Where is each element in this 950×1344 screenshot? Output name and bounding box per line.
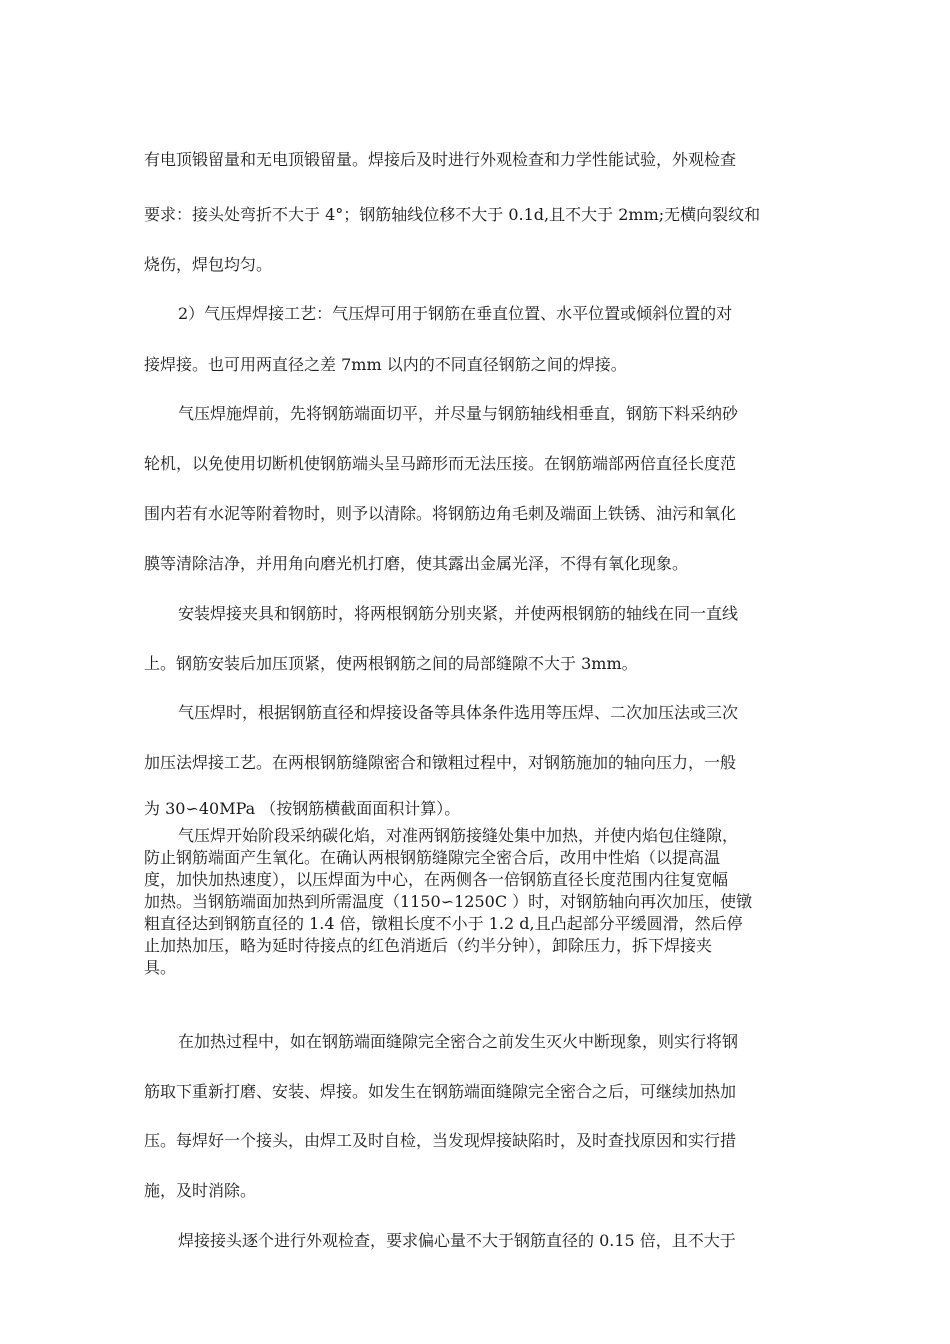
text-line: 焊接接头逐个进行外观检查，要求偏心量不大于钢筋直径的 0.15 倍，且不大于 [178,1231,736,1250]
text-line: 止加热加压，略为延时待接点的红色消逝后（约半分钟），卸除压力，拆下焊接夹 [144,936,713,955]
text-line: 轮机，以免使用切断机使钢筋端头呈马蹄形而无法压接。在钢筋端部两倍直径长度范 [144,454,737,473]
text-line: 压。每焊好一个接头，由焊工及时自检，当发现焊接缺陷时，及时查找原因和实行措 [144,1131,737,1150]
text-line: 具。 [144,958,177,977]
text-line: 气压焊施焊前，先将钢筋端面切平，并尽量与钢筋轴线相垂直，钢筋下料采纳砂 [178,404,739,423]
text-line: 粗直径达到钢筋直径的 1.4 倍，镦粗长度不小于 1.2 d,且凸起部分平缓圆滑，然后停 [144,914,743,933]
text-line: 在加热过程中，如在钢筋端面缝隙完全密合之前发生灭火中断现象，则实行将钢 [178,1032,739,1051]
text-line: 筋取下重新打磨、安装、焊接。如发生在钢筋端面缝隙完全密合之后，可继续加热加 [144,1082,737,1101]
text-line: 上。钢筋安装后加压顶紧，使两根钢筋之间的局部缝隙不大于 3mm。 [144,654,638,673]
text-line: 安装焊接夹具和钢筋时，将两根钢筋分别夹紧，并使两根钢筋的轴线在同一直线 [178,604,739,623]
text-line: 施，及时消除。 [144,1181,257,1200]
text-line: 有电顶锻留量和无电顶锻留量。焊接后及时进行外观检查和力学性能试验，外观检查 [144,150,737,169]
text-line: 2）气压焊焊接工艺：气压焊可用于钢筋在垂直位置、水平位置或倾斜位置的对 [178,304,733,323]
text-line: 度，加快加热速度），以压焊面为中心，在两侧各一倍钢筋直径长度范围内往复宽幅 [144,870,729,889]
text-line: 要求：接头处弯折不大于 4°；钢筋轴线位移不大于 0.1d,且不大于 2mm;无横向裂纹和 [144,205,761,224]
text-line: 气压焊时，根据钢筋直径和焊接设备等具体条件选用等压焊、二次加压法或三次 [178,703,739,722]
dense-paragraph [144,825,824,979]
text-line: 膜等清除洁净，并用角向磨光机打磨，使其露出金属光泽，不得有氧化现象。 [144,554,689,573]
text-line: 围内若有水泥等附着物时，则予以清除。将钢筋边角毛刺及端面上铁锈、油污和氧化 [144,504,737,523]
text-line: 气压焊开始阶段采纳碳化焰，对准两钢筋接缝处集中加热，并使内焰包住缝隙， [178,826,739,845]
text-line: 加热。当钢筋端面加热到所需温度（1150∽1250C ）时，对钢筋轴向再次加压，使镦 [144,892,753,911]
text-line: 加压法焊接工艺。在两根钢筋缝隙密合和镦粗过程中，对钢筋施加的轴向压力，一般 [144,753,737,772]
text-line: 防止钢筋端面产生氧化。在确认两根钢筋缝隙完全密合后，改用中性焰（以提高温 [144,848,721,867]
text-line: 为 30∽40MPa （按钢筋横截面面积计算）。 [144,799,461,818]
text-line: 烧伤，焊包均匀。 [144,255,273,274]
text-line: 接焊接。也可用两直径之差 7mm 以内的不同直径钢筋之间的焊接。 [144,355,627,374]
